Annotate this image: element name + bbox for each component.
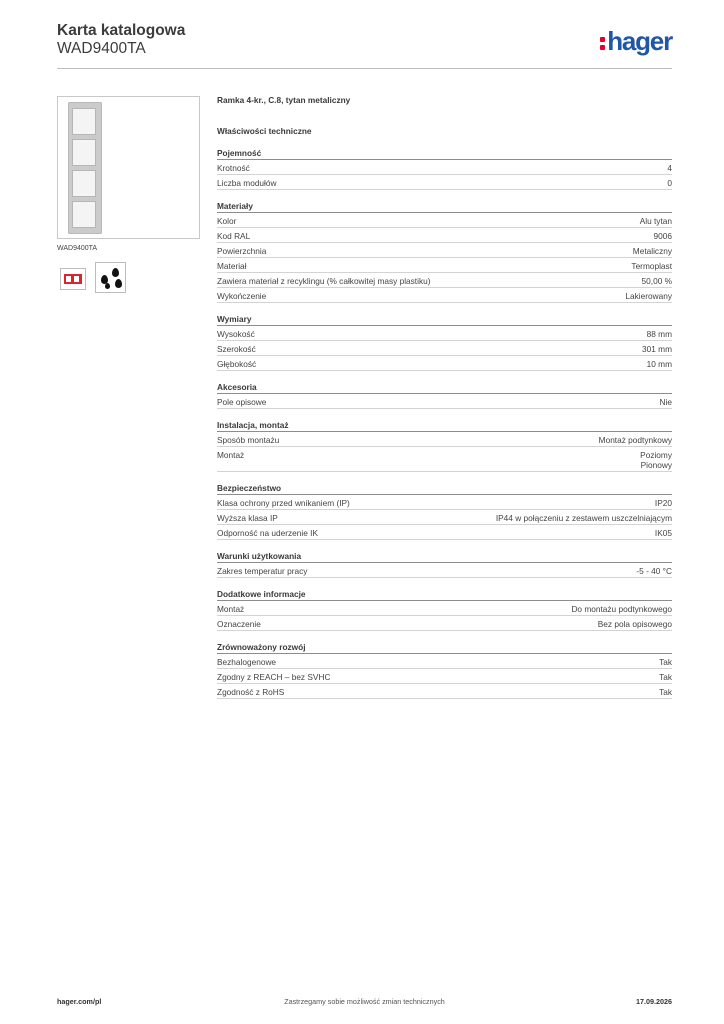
spec-value: [598, 619, 672, 629]
section-title: Wymiary: [217, 314, 672, 326]
spec-section: [217, 551, 672, 578]
spec-value: [640, 450, 672, 470]
frame-4-gang-icon: [68, 102, 102, 234]
spec-key: Sposób montażu: [217, 435, 280, 445]
spec-value-line: Poziomy: [640, 450, 672, 460]
spec-key: Oznaczenie: [217, 619, 261, 629]
spec-value: [636, 566, 672, 576]
frame-cell: [72, 170, 96, 197]
spec-row: [217, 359, 672, 371]
spec-key: Montaż: [217, 450, 245, 460]
spec-section: [217, 420, 672, 472]
section-title: Instalacja, montaż: [217, 420, 672, 432]
spec-key: Pole opisowe: [217, 397, 267, 407]
spec-key: Zawiera materiał z recyklingu (% całkowitej masy plastiku): [217, 276, 431, 286]
spec-row: [217, 435, 672, 447]
spec-key: Liczba modułów: [217, 178, 277, 188]
section-title: Zrównoważony rozwój: [217, 642, 672, 654]
spec-value-line: 9006: [653, 231, 672, 241]
spec-key: Głębokość: [217, 359, 257, 369]
header-divider: [57, 68, 672, 69]
spec-value: [599, 435, 672, 445]
spec-value-line: Pionowy: [640, 460, 672, 470]
technical-properties-heading: Właściwości techniczne: [217, 126, 312, 136]
spec-section: [217, 382, 672, 409]
spec-value: [659, 657, 672, 667]
spec-value-line: 10 mm: [646, 359, 672, 369]
spec-value-line: IK05: [654, 528, 672, 538]
spec-key: Szerokość: [217, 344, 256, 354]
product-image: [57, 96, 200, 239]
spec-value-line: 4: [667, 163, 672, 173]
frame-cell: [72, 108, 96, 135]
spec-row: [217, 261, 672, 273]
spec-row: [217, 566, 672, 578]
spec-value: [571, 604, 672, 614]
spec-value: [667, 163, 672, 173]
spec-section: [217, 314, 672, 371]
spec-value: [640, 216, 672, 226]
spec-key: Kod RAL: [217, 231, 251, 241]
section-title: Materiały: [217, 201, 672, 213]
spec-row: [217, 397, 672, 409]
page-header: [57, 20, 672, 70]
spec-value: [496, 513, 672, 523]
spec-key: Zgodność z RoHS: [217, 687, 285, 697]
spec-key: Zgodny z REACH – bez SVHC: [217, 672, 331, 682]
spec-value-line: 0: [667, 178, 672, 188]
spec-key: Zakres temperatur pracy: [217, 566, 308, 576]
spec-value-line: Lakierowany: [625, 291, 672, 301]
section-title: Pojemność: [217, 148, 672, 160]
spec-row: [217, 291, 672, 303]
section-title: Dodatkowe informacje: [217, 589, 672, 601]
spec-row: [217, 163, 672, 175]
spec-value: [659, 672, 672, 682]
spec-value: [667, 178, 672, 188]
section-title: Warunki użytkowania: [217, 551, 672, 563]
spec-key: Powierzchnia: [217, 246, 267, 256]
logo-text: hager: [607, 26, 672, 56]
spec-value: [655, 498, 672, 508]
spec-key: Wykończenie: [217, 291, 267, 301]
spec-value-line: 301 mm: [642, 344, 672, 354]
spec-value-line: Do montażu podtynkowego: [571, 604, 672, 614]
spec-value: [654, 231, 672, 241]
spec-row: [217, 498, 672, 510]
document-title: Karta katalogowa: [57, 22, 186, 39]
footer-disclaimer: Zastrzegamy sobie możliwość zmian technicznych: [284, 997, 445, 1006]
spec-row: [217, 619, 672, 631]
spec-value-line: Bez pola opisowego: [597, 619, 672, 629]
spec-value-line: Alu tytan: [639, 216, 672, 226]
spec-value: [647, 329, 672, 339]
spec-value-line: 88 mm: [646, 329, 672, 339]
spec-key: Bezhalogenowe: [217, 657, 277, 667]
spec-key: Kolor: [217, 216, 237, 226]
section-title: Bezpieczeństwo: [217, 483, 672, 495]
spec-content: [217, 95, 672, 710]
spec-row: [217, 672, 672, 684]
image-caption: WAD9400TA: [57, 245, 98, 252]
spec-key: Wyższa klasa IP: [217, 513, 278, 523]
spec-key: Montaż: [217, 604, 245, 614]
spec-key: Wysokość: [217, 329, 255, 339]
spec-section: [217, 148, 672, 190]
spec-row: [217, 246, 672, 258]
spec-row: [217, 657, 672, 669]
page-footer: [57, 997, 672, 1011]
spec-value-line: Tak: [659, 657, 672, 667]
spec-value-line: Nie: [659, 397, 672, 407]
spec-section: [217, 483, 672, 540]
spec-value: [660, 397, 672, 407]
spec-row: [217, 450, 672, 472]
spec-key: Krotność: [217, 163, 250, 173]
spec-value: [647, 359, 672, 369]
spec-value: [642, 276, 672, 286]
spec-value: [655, 528, 672, 538]
spec-row: [217, 216, 672, 228]
spec-row: [217, 687, 672, 699]
spec-row: [217, 513, 672, 525]
spec-value-line: IP44 w połączeniu z zestawem uszczelniającym: [495, 513, 672, 523]
spec-value-line: Tak: [659, 687, 672, 697]
spec-value-line: Tak: [659, 672, 672, 682]
spec-value-line: 50,00 %: [641, 276, 672, 286]
spec-row: [217, 178, 672, 190]
spec-row: [217, 329, 672, 341]
spec-value-line: IP20: [654, 498, 672, 508]
spec-sections: [217, 148, 672, 699]
footer-date: 17.09.2026: [636, 997, 672, 1006]
water-drops-icon: [95, 262, 126, 293]
spec-value: [631, 261, 672, 271]
spec-row: [217, 344, 672, 356]
spec-section: [217, 201, 672, 303]
spec-row: [217, 276, 672, 288]
spec-value-line: -5 - 40 °C: [636, 566, 672, 576]
spec-value: [625, 291, 672, 301]
spec-value: [659, 687, 672, 697]
spec-key: Klasa ochrony przed wnikaniem (IP): [217, 498, 350, 508]
spec-section: [217, 642, 672, 699]
spec-value: [633, 246, 672, 256]
product-code: WAD9400TA: [57, 40, 146, 57]
frame-cell: [72, 201, 96, 228]
spec-row: [217, 528, 672, 540]
footer-website: hager.com/pl: [57, 997, 102, 1006]
spec-row: [217, 604, 672, 616]
spec-value: [642, 344, 672, 354]
frame-cell: [72, 139, 96, 166]
product-name: Ramka 4-kr., C.8, tytan metaliczny: [217, 95, 351, 105]
spec-value-line: Termoplast: [631, 261, 672, 271]
ip-rating-icon: [60, 268, 86, 290]
spec-key: Materiał: [217, 261, 247, 271]
logo-dots-icon: [600, 34, 605, 51]
spec-row: [217, 231, 672, 243]
spec-section: [217, 589, 672, 631]
hager-logo: [600, 26, 672, 57]
spec-value-line: Montaż podtynkowy: [598, 435, 672, 445]
section-title: Akcesoria: [217, 382, 672, 394]
spec-key: Odporność na uderzenie IK: [217, 528, 319, 538]
spec-value-line: Metaliczny: [632, 246, 672, 256]
